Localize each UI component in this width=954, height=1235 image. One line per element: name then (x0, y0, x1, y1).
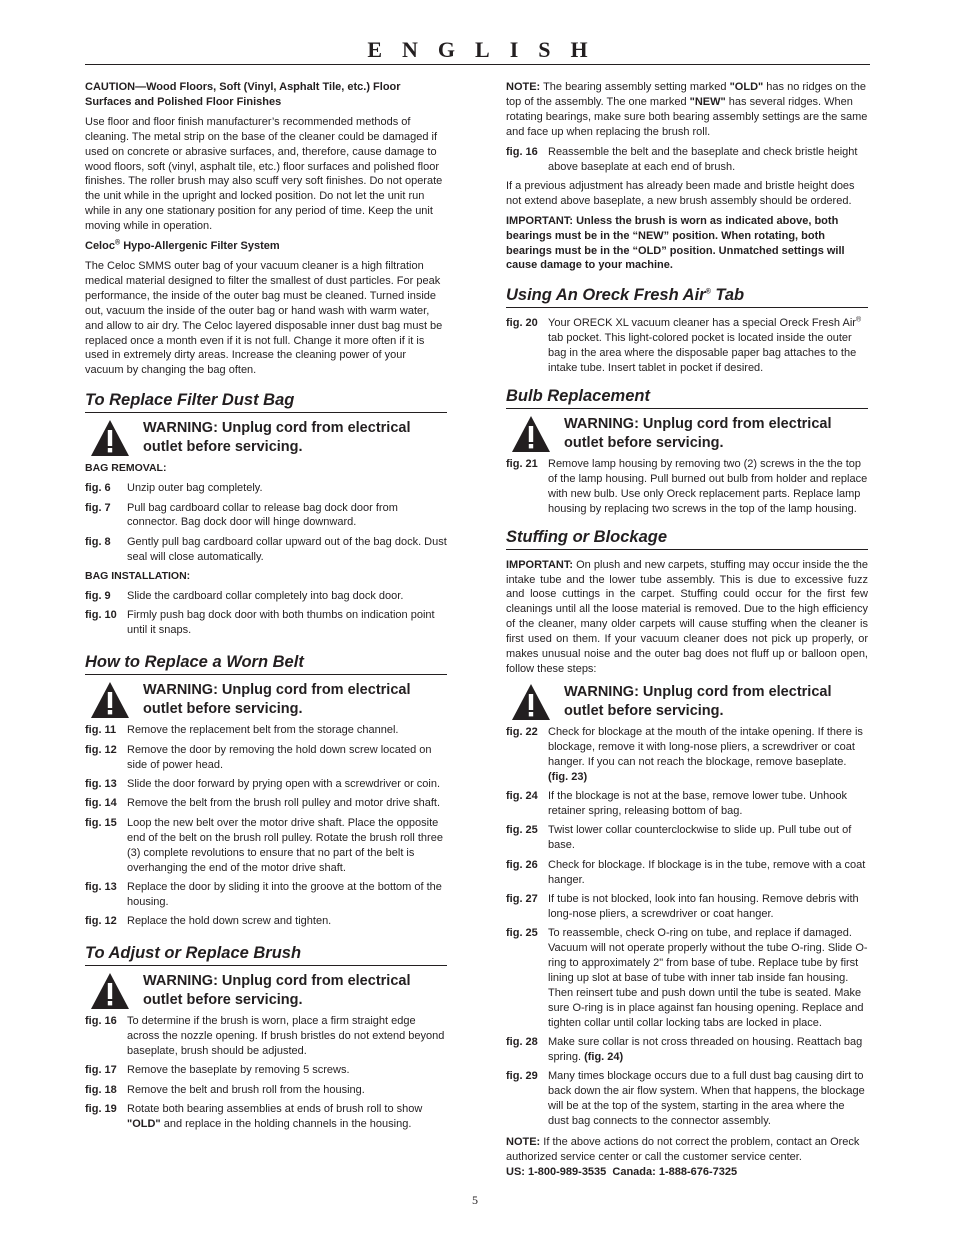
fig-label: fig. 8 (85, 535, 111, 548)
warning-box (506, 415, 868, 453)
warning-text (143, 681, 410, 719)
step-text: Reassemble the belt and the baseplate and check bristle height above baseplate at each end of brush. (548, 145, 858, 173)
bag-installation-label: BAG INSTALLATION: (85, 570, 191, 583)
step-text (548, 316, 868, 376)
celoc-title-b: Hypo-Allergenic Filter System (120, 240, 280, 253)
heading-text: Using An Oreck Fresh Air (506, 286, 706, 305)
fig-label: fig. 25 (506, 824, 538, 837)
step-text: Replace the door by sliding it into the groove at the bottom of the housing. (127, 880, 442, 908)
fig-label: fig. 13 (85, 778, 117, 790)
warning-text (143, 419, 410, 457)
step-item (506, 926, 868, 1030)
stuffing-heading: Stuffing or Blockage (506, 527, 868, 550)
caution-title: CAUTION—Wood Floors, Soft (Vinyl, Asphalt Tile, etc.) Floor Surfaces and Polished Floor Finishes (85, 81, 401, 108)
step-item (506, 1035, 868, 1065)
left-column (85, 80, 447, 1137)
step-item (85, 914, 447, 929)
step-item (85, 608, 447, 638)
fig-label: fig. 7 (85, 501, 111, 514)
celoc-title (85, 239, 447, 254)
registered-mark: ® (855, 316, 862, 324)
note-label: NOTE: (506, 1136, 541, 1149)
step-item (85, 535, 447, 565)
note-text: If the above actions do not correct the problem, contact an Oreck authorized service center or call the customer service center. (506, 1136, 860, 1163)
warning-line-2: outlet before servicing. (564, 702, 724, 719)
note-text: has several ridges. When rotating bearings, make sure both bearing assembly settings are the same and face up when replacing the brush roll. (506, 95, 868, 138)
fig-label: fig. 12 (85, 743, 117, 756)
step-text: Slide the cardboard collar completely into bag dock door. (127, 590, 404, 603)
celoc-body: The Celoc SMMS outer bag of your vacuum cleaner is a high filtration medical material designed to filter the smallest of dust particles. For peak performance, the inside of the outer bag must be cleaned. Turned inside out, vacuum the inside of the outer bag or hand wash with warm water, and allow to air dry. The Celoc layered disposable inner dust bag must be replaced once a month even if it is not full. Change it more often if it is used in extremely dirty areas. Increase the cleaning power of your vacuum by changing the bag often. (85, 259, 443, 377)
fig-label: fig. 25 (506, 927, 538, 940)
step-text (127, 1102, 447, 1132)
warning-line-1: WARNING: Unplug cord from electrical (564, 683, 832, 700)
service-note (506, 1135, 868, 1165)
step-text: Loop the new belt over the motor drive shaft. Place the opposite end of the belt on the brush roll pulley. Rotate the brush roll three (3) complete revolutions to ensure that no part of the belt is overhanging the end of the motor drive shaft. (127, 816, 443, 874)
fig-label: fig. 22 (506, 725, 538, 738)
step-text: To reassemble, check O-ring on tube, and replace if damaged. Vacuum will not operate properly without the tube O-ring. Slide O-ring to approximately 2" from base of tube. Replace tube by first lining up slot at base of tube with inner tab inside fan housing. Then reinsert tube and push down until the tube is seated. Make sure O-ring is in place against fan housing opening. Replace and tighten collar until collar locking tabs are locked in place. (548, 927, 868, 1029)
worn-belt-heading: How to Replace a Worn Belt (85, 652, 447, 675)
step-text-part: tab pocket. This light-colored pocket is located inside the outer bag in the area where the disposable paper bag attaches to the intake tube. Insert tablet in pocket if desired. (548, 332, 857, 375)
warning-line-1: WARNING: Unplug cord from electrical (143, 682, 411, 699)
step-item (506, 316, 868, 376)
important-text: On plush and new carpets, stuffing may occur inside the the intake tube and the lower tube assembly. This is due to excessive fuzz and loose cuttings in the carpet. Stuffing could occur for the first few cleanings until all the loose material is removed. Due to the high efficiency of the cleaner, many older carpets will cause stuffing when the cleaner is first used on them. If your vacuum cleaner does not pick up properly, or makes unusual noise and the outer bag does not fluff up or balloon open, follow these steps: (506, 558, 868, 675)
warning-line-2: outlet before servicing. (564, 435, 724, 451)
registered-mark: ® (114, 239, 121, 247)
right-column (506, 80, 868, 1185)
step-text: To determine if the brush is worn, place a firm straight edge across the nozzle opening. If brush bristles do not extend beyond baseplate, brush should be adjusted. (127, 1015, 445, 1057)
step-text: Remove lamp housing by removing two (2) screws in the the top of the lamp housing. Pull burned out bulb from holder and replace with new bulb. Use only Oreck replacement parts. Replace lamp housing by replacing two screws in the top of the lamp housing. (548, 458, 868, 515)
warning-triangle-icon (511, 683, 551, 721)
bearing-note (506, 80, 868, 140)
fig-label: fig. 21 (506, 458, 538, 470)
step-item (85, 1014, 447, 1059)
stuffing-important (506, 558, 868, 677)
warning-triangle-icon (90, 419, 130, 457)
step-text-part: and replace in the holding channels in the housing. (160, 1118, 412, 1131)
step-text: Remove the door by removing the hold down screw located on side of power head. (127, 743, 432, 771)
step-text: Remove the belt from the brush roll pulley and motor drive shaft. (127, 797, 441, 810)
fig-label: fig. 17 (85, 1064, 117, 1077)
new-label: "NEW" (689, 95, 726, 108)
step-text: Slide the door forward by prying open with a screwdriver or coin. (127, 778, 441, 790)
step-text (548, 1035, 868, 1065)
fig-label: fig. 29 (506, 1070, 538, 1083)
fig-label: fig. 12 (85, 915, 117, 928)
language-title: ENGLISH (367, 37, 608, 62)
warning-line-1: WARNING: Unplug cord from electrical (143, 973, 411, 990)
step-item (506, 145, 868, 175)
bag-removal-label: BAG REMOVAL: (85, 462, 167, 475)
fig-label: fig. 24 (506, 790, 538, 802)
old-label: "OLD" (729, 81, 764, 93)
step-item (85, 880, 447, 910)
fig-label: fig. 16 (506, 145, 538, 158)
step-text: Check for blockage. If blockage is in the tube, remove with a coat hanger. (548, 858, 866, 886)
step-item (85, 796, 447, 811)
step-text: If the blockage is not at the base, remove lower tube. Unhook retainer spring, releasing bottom of bag. (548, 790, 848, 817)
step-item (506, 789, 868, 819)
heading-text: Tab (710, 286, 745, 305)
fig-reference: (fig. 23) (548, 770, 588, 783)
warning-triangle-icon (90, 681, 130, 719)
note-label: NOTE: (506, 81, 541, 93)
fig-label: fig. 19 (85, 1103, 117, 1116)
important-label: IMPORTANT: (506, 558, 574, 571)
warning-box (85, 681, 447, 719)
warning-line-2: outlet before servicing. (143, 439, 303, 456)
fig-label: fig. 6 (85, 482, 111, 495)
fig-label: fig. 18 (85, 1083, 117, 1096)
step-item (506, 725, 868, 785)
step-item (85, 1063, 447, 1078)
bearing-important: IMPORTANT: Unless the brush is worn as indicated above, both bearings must be in the “NEW” position. When rotating, both bearings must be in the “OLD” position. Unmatched settings will cause damage to your machine. (506, 214, 845, 272)
warning-text (564, 415, 831, 453)
step-item (85, 481, 447, 496)
fig-label: fig. 10 (85, 609, 117, 622)
step-item (506, 858, 868, 888)
step-item (85, 723, 447, 738)
warning-line-2: outlet before servicing. (143, 701, 303, 718)
fig-label: fig. 14 (85, 797, 117, 810)
adjust-note: If a previous adjustment has already been made and bristle height does not extend above baseplate, a new brush assembly should be ordered. (506, 179, 855, 207)
fig-label: fig. 28 (506, 1036, 538, 1049)
step-item (85, 501, 447, 531)
step-text (548, 725, 868, 785)
warning-line-1: WARNING: Unplug cord from electrical (143, 420, 411, 437)
step-item (85, 1102, 447, 1132)
step-text-part: Make sure collar is not cross threaded on housing. Reattach bag spring. (548, 1036, 863, 1063)
phone-numbers: US: 1-800-989-3535 Canada: 1-888-676-7325 (506, 1165, 738, 1178)
step-text: Firmly push bag dock door with both thumbs on indication point until it snaps. (127, 609, 435, 637)
warning-text (564, 683, 831, 721)
fresh-air-heading (506, 285, 868, 308)
filter-bag-heading: To Replace Filter Dust Bag (85, 390, 447, 413)
fig-label: fig. 11 (85, 724, 117, 737)
warning-line-2: outlet before servicing. (143, 992, 303, 1009)
fig-label: fig. 9 (85, 590, 111, 603)
caution-body: Use floor and floor finish manufacturer’s recommended methods of cleaning. The metal strip on the base of the cleaner could be damaged if used on concrete or abrasive surfaces, and, therefore, cause damage to wood floors, soft (vinyl, asphalt tile, etc.) floor surfaces and polished floor finishes. The roller brush may also scuff very soft finishes. Do not operate the unit while in the upright and locked position. Do not let the unit run while in any one stationary position for any period of time. Keep the unit moving while in operation. (85, 115, 443, 233)
warning-box (506, 683, 868, 721)
step-text: Pull bag cardboard collar to release bag dock door from connector. Bag dock door will hinge downward. (127, 501, 398, 529)
warning-triangle-icon (90, 972, 130, 1010)
page-number: 5 (472, 1193, 478, 1207)
step-text: Many times blockage occurs due to a full dust bag causing dirt to back down the air flow system. When that happens, the blockage will be at the top of the system, starting in the area where the dust bag connects to the connector assembly. (548, 1070, 865, 1128)
fig-label: fig. 16 (85, 1015, 117, 1028)
note-text: The bearing assembly setting marked (540, 81, 730, 93)
warning-line-1: WARNING: Unplug cord from electrical (564, 416, 832, 432)
step-text: Gently pull bag cardboard collar upward out of the bag dock. Dust seal will close automatically. (127, 535, 447, 563)
step-item (506, 457, 868, 517)
step-text: Remove the baseplate by removing 5 screws. (127, 1064, 350, 1077)
step-text: Twist lower collar counterclockwise to slide up. Pull tube out of base. (548, 824, 852, 852)
step-item (506, 1069, 868, 1129)
fig-label: fig. 27 (506, 892, 538, 905)
brush-heading: To Adjust or Replace Brush (85, 943, 447, 966)
step-item (85, 777, 447, 792)
step-text: Remove the replacement belt from the storage channel. (127, 724, 399, 737)
step-text-part: Your ORECK XL vacuum cleaner has a special Oreck Fresh Air (548, 317, 856, 330)
step-item (85, 1083, 447, 1098)
step-text-part: Rotate both bearing assemblies at ends of brush roll to show (127, 1103, 423, 1116)
fig-label: fig. 13 (85, 880, 117, 893)
warning-box (85, 419, 447, 457)
step-text: Replace the hold down screw and tighten. (127, 915, 332, 928)
fig-label: fig. 26 (506, 858, 538, 871)
warning-text (143, 972, 410, 1010)
step-item (506, 823, 868, 853)
old-label: "OLD" (127, 1118, 161, 1131)
page-header (85, 36, 870, 65)
step-text-part: Check for blockage at the mouth of the intake opening. If there is blockage, remove it with long-nose pliers, a screwdriver or coat hanger. If you can not reach the blockage, remove baseplate. (548, 725, 863, 768)
fig-label: fig. 20 (506, 317, 538, 330)
step-text: Remove the belt and brush roll from the housing. (127, 1083, 365, 1096)
fig-reference: (fig. 24) (584, 1051, 624, 1063)
step-item (506, 892, 868, 922)
step-text: Unzip outer bag completely. (127, 482, 263, 495)
note-text: has no ridges on the top of the assembly. The one marked (506, 81, 866, 108)
fig-label: fig. 15 (85, 816, 117, 829)
step-item (85, 589, 447, 604)
step-item (85, 743, 447, 773)
warning-box (85, 972, 447, 1010)
step-text: If tube is not blocked, look into fan housing. Remove debris with long-nose pliers, a screwdriver or coat hanger. (548, 892, 859, 920)
step-item (85, 816, 447, 876)
registered-mark: ® (705, 288, 711, 296)
celoc-title-a: Celoc (85, 240, 115, 253)
bulb-heading: Bulb Replacement (506, 386, 868, 409)
warning-triangle-icon (511, 415, 551, 453)
